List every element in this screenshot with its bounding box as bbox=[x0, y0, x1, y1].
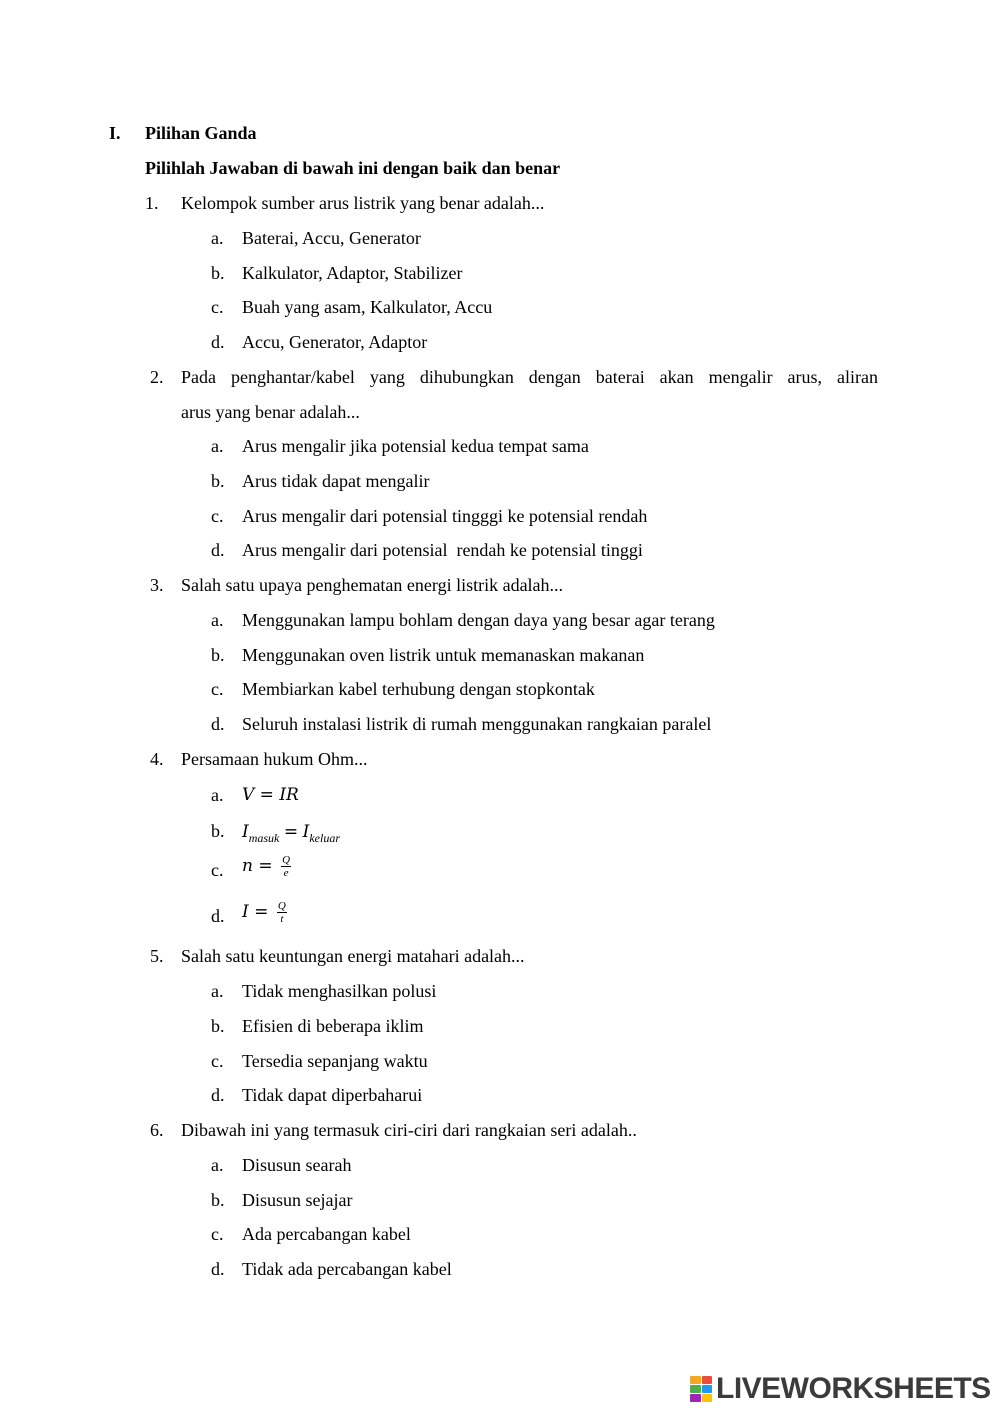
option-text[interactable]: Ada percabangan kabel bbox=[242, 1224, 411, 1244]
option-text[interactable]: Efisien di beberapa iklim bbox=[242, 1016, 424, 1036]
fraction-numerator: Q bbox=[277, 900, 286, 913]
option-letter[interactable]: b. bbox=[211, 471, 225, 491]
question-text: Kelompok sumber arus listrik yang benar adalah... bbox=[181, 193, 545, 213]
logo-block bbox=[690, 1385, 701, 1393]
question-number: 3. bbox=[150, 575, 164, 595]
option-text[interactable]: Arus mengalir dari potensial tingggi ke potensial rendah bbox=[242, 506, 648, 526]
section-title: Pilihan Ganda bbox=[145, 123, 257, 143]
option-text[interactable]: Tidak ada percabangan kabel bbox=[242, 1259, 452, 1279]
logo-text: LIVEWORKSHEETS bbox=[716, 1372, 991, 1405]
question-text-line2: arus yang benar adalah... bbox=[181, 402, 360, 422]
formula-lhs-sub: masuk bbox=[248, 831, 280, 845]
logo-mark-icon bbox=[690, 1376, 712, 1402]
fraction-denominator: e bbox=[283, 867, 289, 880]
logo-block bbox=[690, 1394, 701, 1402]
option-letter[interactable]: b. bbox=[211, 263, 225, 283]
option-text[interactable]: Baterai, Accu, Generator bbox=[242, 228, 421, 248]
option-letter[interactable]: d. bbox=[211, 540, 225, 560]
question-text: Salah satu keuntungan energi matahari adalah... bbox=[181, 946, 525, 966]
option-text[interactable]: Tersedia sepanjang waktu bbox=[242, 1051, 428, 1071]
option-text[interactable]: Arus tidak dapat mengalir bbox=[242, 471, 430, 491]
option-letter[interactable]: a. bbox=[211, 610, 224, 630]
fraction-denominator: t bbox=[280, 913, 284, 926]
formula-kirchhoff[interactable] bbox=[242, 819, 340, 845]
formula-rhs-sub: keluar bbox=[309, 831, 341, 845]
option-text[interactable]: Arus mengalir jika potensial kedua tempat sama bbox=[242, 436, 589, 456]
option-letter[interactable]: a. bbox=[211, 436, 224, 456]
option-letter[interactable]: c. bbox=[211, 679, 224, 699]
question-text: Dibawah ini yang termasuk ciri-ciri dari rangkaian seri adalah.. bbox=[181, 1120, 637, 1140]
logo-block bbox=[690, 1376, 701, 1384]
option-letter[interactable]: c. bbox=[211, 297, 224, 317]
question-number: 1. bbox=[145, 193, 159, 213]
option-letter[interactable]: d. bbox=[211, 1085, 225, 1105]
option-text[interactable]: Menggunakan lampu bohlam dengan daya yang besar agar terang bbox=[242, 610, 715, 630]
formula-ohm[interactable]: V = IR bbox=[242, 785, 299, 805]
section-numeral: I. bbox=[109, 123, 121, 143]
question-number: 2. bbox=[150, 367, 164, 387]
option-text[interactable]: Tidak menghasilkan polusi bbox=[242, 981, 437, 1001]
option-text[interactable]: Seluruh instalasi listrik di rumah menggunakan rangkaian paralel bbox=[242, 714, 712, 734]
option-letter[interactable]: b. bbox=[211, 1016, 225, 1036]
formula-lhs: n = bbox=[242, 856, 273, 876]
option-letter[interactable]: c. bbox=[211, 506, 224, 526]
logo-block bbox=[702, 1385, 713, 1393]
question-text: Persamaan hukum Ohm... bbox=[181, 749, 368, 769]
formula-fraction bbox=[277, 900, 287, 925]
option-letter[interactable]: d. bbox=[211, 714, 225, 734]
option-letter[interactable]: c. bbox=[211, 860, 224, 880]
option-text[interactable]: Arus mengalir dari potensial rendah ke potensial tinggi bbox=[242, 540, 643, 560]
option-text[interactable]: Disusun searah bbox=[242, 1155, 352, 1175]
formula-current[interactable] bbox=[242, 899, 287, 925]
option-letter[interactable]: d. bbox=[211, 332, 225, 352]
formula-eq: = bbox=[283, 822, 299, 842]
formula-lhs: I bbox=[242, 822, 249, 842]
option-letter[interactable]: d. bbox=[211, 906, 225, 926]
option-letter[interactable]: c. bbox=[211, 1224, 224, 1244]
fraction-numerator: Q bbox=[282, 854, 291, 867]
option-letter[interactable]: b. bbox=[211, 1190, 225, 1210]
option-text[interactable]: Buah yang asam, Kalkulator, Accu bbox=[242, 297, 493, 317]
option-letter[interactable]: a. bbox=[211, 785, 224, 805]
option-text[interactable]: Disusun sejajar bbox=[242, 1190, 353, 1210]
option-text[interactable]: Membiarkan kabel terhubung dengan stopkontak bbox=[242, 679, 595, 699]
option-text[interactable]: Accu, Generator, Adaptor bbox=[242, 332, 428, 352]
option-letter[interactable]: a. bbox=[211, 981, 224, 1001]
liveworksheets-logo[interactable] bbox=[690, 1372, 991, 1406]
option-letter[interactable]: a. bbox=[211, 228, 224, 248]
question-text: Salah satu upaya penghematan energi listrik adalah... bbox=[181, 575, 564, 595]
option-letter[interactable]: b. bbox=[211, 645, 225, 665]
logo-block bbox=[702, 1394, 713, 1402]
option-text[interactable]: Tidak dapat diperbaharui bbox=[242, 1085, 423, 1105]
formula-charge-count[interactable] bbox=[242, 853, 291, 879]
question-number: 5. bbox=[150, 946, 164, 966]
logo-block bbox=[702, 1376, 713, 1384]
question-number: 6. bbox=[150, 1120, 164, 1140]
option-letter[interactable]: b. bbox=[211, 821, 225, 841]
option-letter[interactable]: d. bbox=[211, 1259, 225, 1279]
section-instruction: Pilihlah Jawaban di bawah ini dengan baik dan benar bbox=[145, 158, 561, 178]
option-letter[interactable]: c. bbox=[211, 1051, 224, 1071]
formula-rhs: I bbox=[302, 822, 310, 842]
formula-fraction bbox=[281, 854, 291, 879]
option-text[interactable]: Kalkulator, Adaptor, Stabilizer bbox=[242, 263, 463, 283]
formula-lhs: I = bbox=[242, 902, 269, 922]
question-number: 4. bbox=[150, 749, 164, 769]
option-letter[interactable]: a. bbox=[211, 1155, 224, 1175]
option-text[interactable]: Menggunakan oven listrik untuk memanaskan makanan bbox=[242, 645, 645, 665]
question-text-line1: Pada penghantar/kabel yang dihubungkan dengan baterai akan mengalir arus, aliran bbox=[181, 367, 878, 387]
